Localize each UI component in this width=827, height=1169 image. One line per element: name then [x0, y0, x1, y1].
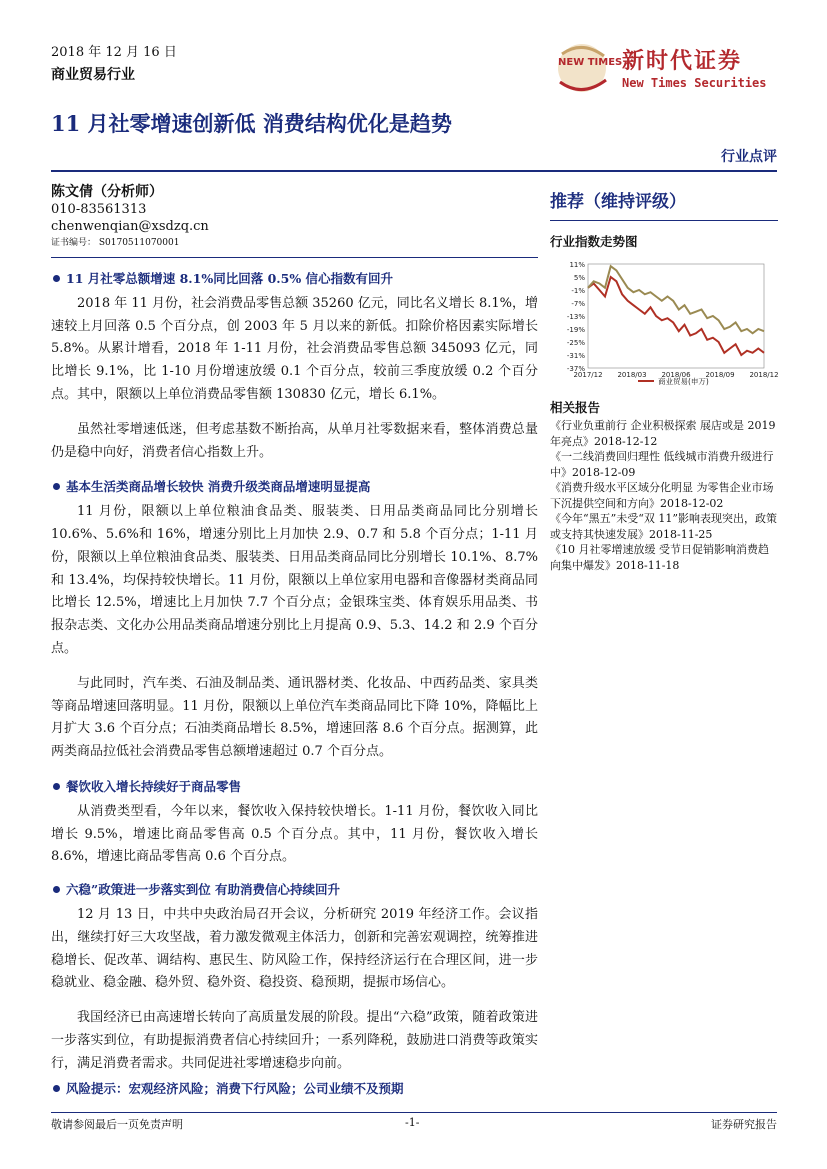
- y-tick-label: 5%: [573, 274, 585, 282]
- logo-mark-text-1: NEW TIMES: [558, 57, 623, 68]
- y-tick-label: -37%: [566, 365, 585, 373]
- y-tick-label: -13%: [566, 313, 585, 321]
- analyst-block: [51, 184, 209, 252]
- footer-label: 证券研究报告: [711, 1118, 777, 1131]
- chart-title: 行业指数走势图: [550, 234, 638, 249]
- related-report-item[interactable]: 《今年“黑五”未受“双 11”影响表现突出，政策或支持其快速发展》2018-11-25: [550, 512, 777, 541]
- page-number: -1-: [405, 1116, 420, 1129]
- header-divider: [51, 170, 777, 172]
- industry-label: 商业贸易行业: [51, 67, 135, 83]
- x-tick-label: 2018/12: [749, 371, 778, 379]
- y-tick-label: -7%: [571, 300, 585, 308]
- analyst-cert: 证书编号： S0170511070001: [51, 238, 180, 248]
- related-report-item[interactable]: 《行业负重前行 企业积极探索 展店或是 2019 年亮点》2018-12-12: [550, 419, 776, 448]
- bullet-icon: [53, 483, 60, 490]
- paragraph: 与此同时，汽车类、石油及制品类、通讯器材类、化妆品、中西药品类、家具类等商品增速回落明显。11 月份，限额以上单位汽车类商品同比下降 10%，降幅比上月扩大 3.6 个百分点；石油类商品增长 8.5%，增速回落 8.6 个百分点。据测算，此两类商品拉低社会消费品零售总额增速超过 0.7 个百分点。: [51, 675, 538, 760]
- document-type: 行业点评: [721, 149, 777, 165]
- paragraph: 2018 年 11 月份，社会消费品零售总额 35260 亿元，同比名义增长 8.1%，增速较上月回落 0.5 个百分点，创 2003 年 5 月以来的新低。扣除价格因素实际增长 5.8%。从累计增看，2018 年 1-11 月份，社会消费品零售总额 345093 亿元，同比增长 9.1%，比 1-10 月份增速放缓 0.1 个百分点，较前三季度放缓 0.2 个百分点。其中，限额以上单位消费品零售额 130830 亿元，增长 6.1%。: [51, 295, 538, 402]
- page-title: 11 月社零增速创新低 消费结构优化是趋势: [51, 111, 452, 136]
- section-heading-4: 六稳”政策进一步落实到位 有助消费信心持续回升: [51, 879, 538, 902]
- x-tick-label: 2018/06: [661, 371, 691, 379]
- y-tick-label: -31%: [566, 352, 585, 360]
- bullet-icon: [53, 783, 60, 790]
- index-trend-chart: [550, 258, 778, 386]
- footer-disclaimer[interactable]: 敬请参阅最后一页免责声明: [51, 1118, 183, 1131]
- sidebar: [550, 187, 778, 573]
- section-heading-3: 餐饮收入增长持续好于商品零售: [51, 776, 538, 799]
- analyst-email[interactable]: chenwenqian@xsdzq.cn: [51, 219, 209, 234]
- related-reports-list: [550, 418, 778, 573]
- footer-divider: [51, 1112, 777, 1113]
- x-tick-label: 2017/12: [573, 371, 603, 379]
- x-tick-label: 2018/09: [705, 371, 735, 379]
- y-tick-label: 11%: [569, 261, 585, 269]
- logo-name-en: New Times Securities: [622, 76, 767, 90]
- related-report-item[interactable]: 《一二线消费回归理性 低线城市消费升级进行中》2018-12-09: [550, 450, 774, 479]
- paragraph: 虽然社零增速低迷，但考虑基数不断抬高，从单月社零数据来看，整体消费总量仍是稳中向好，消费者信心指数上升。: [51, 421, 538, 460]
- rating: 推荐（维持评级）: [550, 187, 778, 221]
- section-heading-1: 11 月社零总额增速 8.1%同比回落 0.5% 信心指数有回升: [51, 268, 538, 291]
- y-tick-label: -1%: [571, 287, 585, 295]
- bullet-icon: [53, 1085, 60, 1092]
- related-reports-title: 相关报告: [550, 400, 601, 415]
- bullet-icon: [53, 275, 60, 282]
- y-tick-label: -19%: [566, 326, 585, 334]
- series-line-index: [588, 266, 764, 333]
- risk-warning: 风险提示：宏观经济风险；消费下行风险；公司业绩不及预期: [51, 1078, 538, 1101]
- legend-label: 商业贸易(申万): [658, 377, 709, 386]
- analyst-name: 陈文倩（分析师）: [51, 184, 163, 200]
- paragraph: 从消费类型看，今年以来，餐饮收入保持较快增长。1-11 月份，餐饮收入同比增长 9.5%，增速比商品零售高 0.5 个百分点。其中，11 月份，餐饮收入增长 8.6%，增速比商品零售高 0.6 个百分点。: [51, 803, 538, 865]
- main-content: [51, 262, 538, 1102]
- bullet-icon: [53, 886, 60, 893]
- related-report-item[interactable]: 《消费升级水平区域分化明显 为零售企业市场下沉提供空间和方向》2018-12-02: [550, 481, 774, 510]
- analyst-divider: [51, 257, 538, 258]
- logo-mark-icon: [558, 44, 622, 92]
- series-line-industry: [588, 277, 764, 355]
- y-tick-label: -25%: [566, 339, 585, 347]
- paragraph: 我国经济已由高速增长转向了高质量发展的阶段。提出“六稳”政策，随着政策进一步落实到位，有助提振消费者信心持续回升；一系列降税，鼓励进口消费等政策实行，满足消费者需求。共同促进社零增速稳步向前。: [51, 1010, 538, 1071]
- paragraph: 12 月 13 日，中共中央政治局召开会议，分析研究 2019 年经济工作。会议指出，继续打好三大攻坚战，着力激发微观主体活力，创新和完善宏观调控，统筹推进稳增长、促改革、调结构、惠民生、防风险工作，保持经济运行在合理区间，进一步稳就业、稳金融、稳外贸、稳外资、稳投资、稳预期，提振市场信心。: [51, 906, 538, 991]
- analyst-phone: 010-83561313: [51, 202, 147, 217]
- section-heading-2: 基本生活类商品增长较快 消费升级类商品增速明显提高: [51, 476, 538, 499]
- x-tick-label: 2018/03: [617, 371, 647, 379]
- paragraph: 11 月份，限额以上单位粮油食品类、服装类、日用品类商品同比分别增长 10.6%、5.6%和 16%，增速分别比上月加快 2.9、0.7 和 5.8 个百分点；1-11 月份，限额以上单位粮油食品类、服装类、日用品类商品同比分别增长 10.1%、8.7%和 13.4%，均保持较快增长。11 月份，限额以上单位家用电器和音像器材类商品同比增长 12.5%，增速比上月加快 7.7 个百分点；金银珠宝类、体育娱乐用品类、书报杂志类、文化办公用品类商品增速分别比上月提高 0.9、5.3、14.2 和 2.9 个百分点。: [51, 504, 538, 656]
- logo-name-cn: 新时代证券: [622, 48, 743, 74]
- related-report-item[interactable]: 《10 月社零增速放缓 受节日促销影响消费趋向集中爆发》2018-11-18: [550, 543, 769, 572]
- report-date: 2018 年 12 月 16 日: [51, 45, 177, 60]
